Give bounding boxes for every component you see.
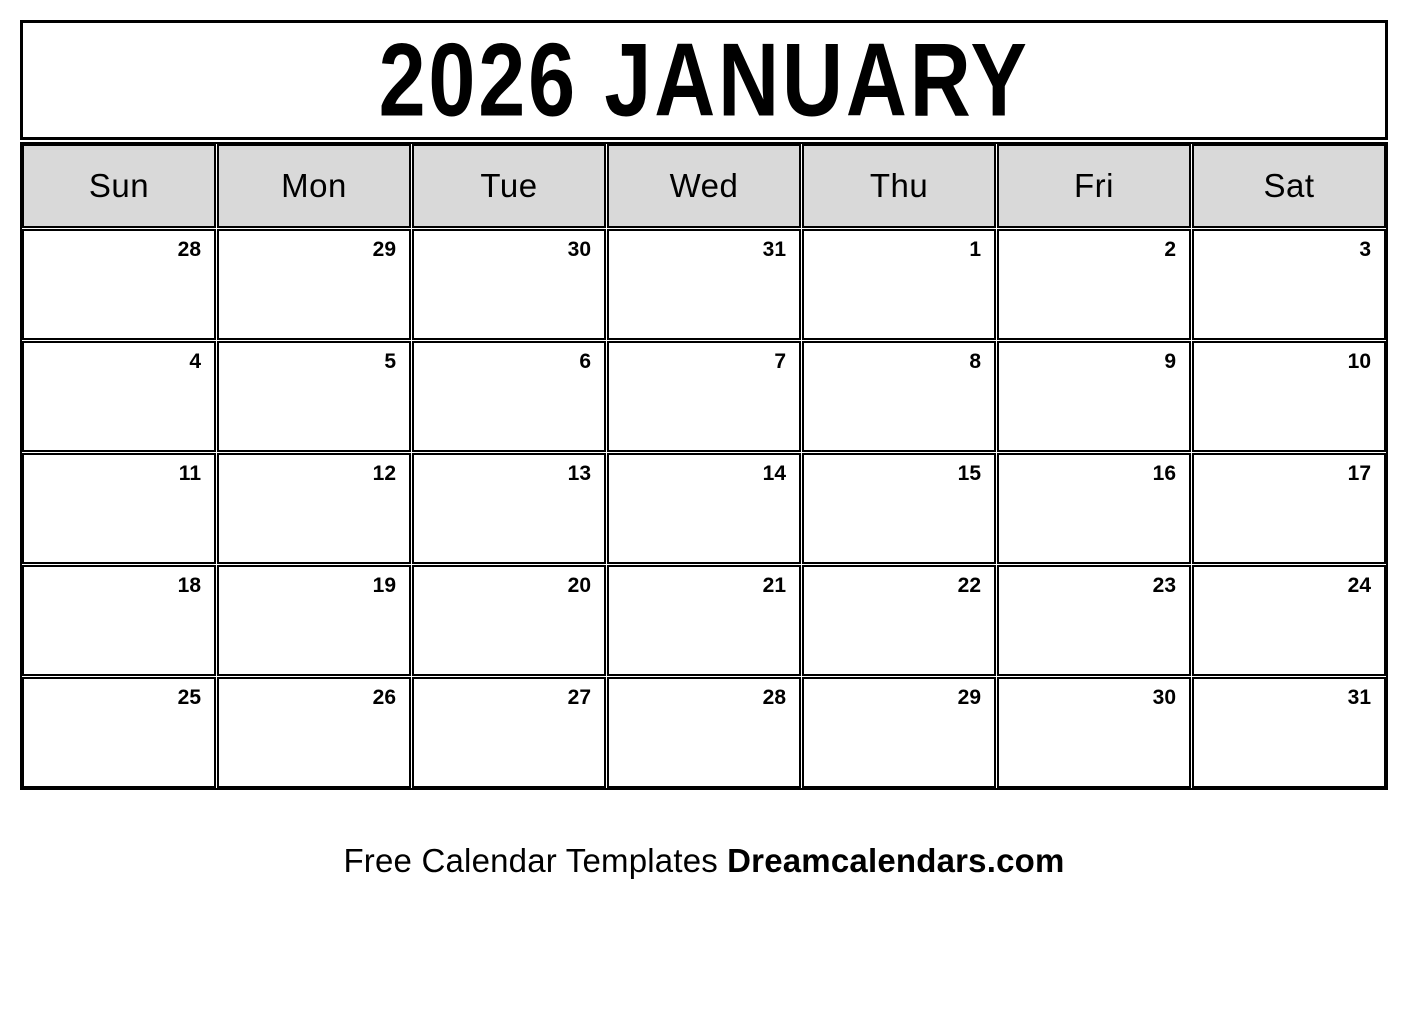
day-number: 13 <box>567 462 591 485</box>
day-cell <box>607 229 801 340</box>
footer-label: Free Calendar Templates <box>343 842 718 879</box>
day-cell <box>1192 229 1386 340</box>
day-cell <box>217 453 411 564</box>
day-number: 28 <box>762 686 786 709</box>
day-number: 22 <box>957 574 981 597</box>
day-number: 3 <box>1359 238 1371 261</box>
weekday-header-wed: Wed <box>607 144 801 228</box>
day-number: 27 <box>567 686 591 709</box>
calendar-title: 2026 JANUARY <box>378 21 1030 138</box>
day-cell <box>22 565 216 676</box>
day-number: 19 <box>372 574 396 597</box>
weekday-header-mon: Mon <box>217 144 411 228</box>
day-cell <box>1192 341 1386 452</box>
day-cell <box>412 341 606 452</box>
day-number: 6 <box>579 350 591 373</box>
weekday-header-fri: Fri <box>997 144 1191 228</box>
day-cell <box>1192 453 1386 564</box>
day-number: 16 <box>1152 462 1176 485</box>
weekday-header-sun: Sun <box>22 144 216 228</box>
day-number: 31 <box>762 238 786 261</box>
day-cell <box>802 229 996 340</box>
day-number: 20 <box>567 574 591 597</box>
day-number: 5 <box>384 350 396 373</box>
day-cell <box>217 565 411 676</box>
day-cell <box>217 677 411 788</box>
day-number: 4 <box>189 350 201 373</box>
day-cell <box>412 565 606 676</box>
day-number: 23 <box>1152 574 1176 597</box>
day-number: 29 <box>372 238 396 261</box>
day-number: 25 <box>177 686 201 709</box>
calendar-page <box>20 20 1388 879</box>
day-cell <box>412 453 606 564</box>
day-number: 14 <box>762 462 786 485</box>
day-number: 28 <box>177 238 201 261</box>
day-number: 21 <box>762 574 786 597</box>
day-number: 29 <box>957 686 981 709</box>
day-number: 24 <box>1347 574 1371 597</box>
day-cell <box>997 229 1191 340</box>
day-cell <box>802 453 996 564</box>
day-number: 26 <box>372 686 396 709</box>
day-cell <box>607 453 801 564</box>
day-cell <box>607 565 801 676</box>
day-cell <box>412 229 606 340</box>
day-cell <box>802 565 996 676</box>
day-number: 30 <box>567 238 591 261</box>
day-number: 31 <box>1347 686 1371 709</box>
day-number: 9 <box>1164 350 1176 373</box>
calendar-grid <box>20 142 1388 790</box>
footer-brand-link[interactable]: Dreamcalendars.com <box>727 842 1065 879</box>
day-number: 10 <box>1347 350 1371 373</box>
weekday-header-tue: Tue <box>412 144 606 228</box>
day-cell <box>802 677 996 788</box>
day-cell <box>412 677 606 788</box>
day-number: 30 <box>1152 686 1176 709</box>
weekday-header-thu: Thu <box>802 144 996 228</box>
day-number: 2 <box>1164 238 1176 261</box>
day-cell <box>1192 565 1386 676</box>
day-number: 1 <box>969 238 981 261</box>
day-cell <box>997 677 1191 788</box>
day-number: 11 <box>178 462 201 485</box>
footer <box>20 842 1388 880</box>
day-cell <box>22 341 216 452</box>
day-cell <box>22 677 216 788</box>
day-cell <box>997 565 1191 676</box>
day-cell <box>607 677 801 788</box>
calendar-title-box <box>20 20 1388 140</box>
day-cell <box>22 229 216 340</box>
weekday-header-sat: Sat <box>1192 144 1386 228</box>
day-number: 7 <box>774 350 786 373</box>
day-cell <box>217 229 411 340</box>
day-cell <box>997 453 1191 564</box>
day-cell <box>22 453 216 564</box>
day-cell <box>217 341 411 452</box>
day-number: 12 <box>372 462 396 485</box>
day-number: 8 <box>969 350 981 373</box>
day-cell <box>802 341 996 452</box>
day-cell <box>1192 677 1386 788</box>
day-number: 18 <box>177 574 201 597</box>
day-number: 15 <box>957 462 981 485</box>
day-cell <box>997 341 1191 452</box>
day-number: 17 <box>1347 462 1371 485</box>
day-cell <box>607 341 801 452</box>
